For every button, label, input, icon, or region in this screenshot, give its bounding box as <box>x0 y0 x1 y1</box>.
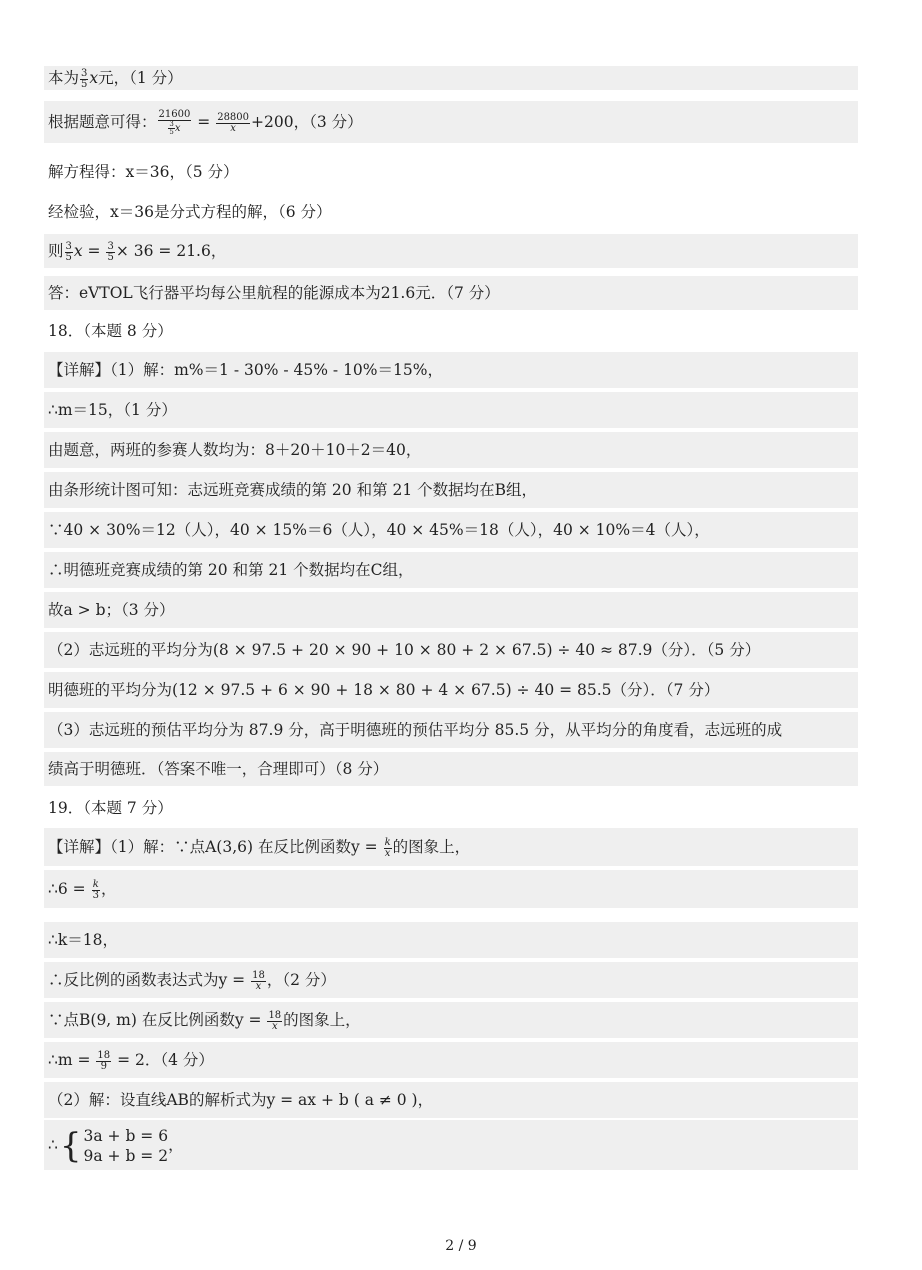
fraction <box>80 69 88 90</box>
text-line <box>44 200 858 224</box>
numerator: 18 <box>252 969 265 981</box>
text: ∴k＝18， <box>48 931 118 949</box>
text: ∵40 × 30%＝12（人），40 × 15%＝6（人），40 × 45%＝18（人），40 × 10%＝4（人）， <box>48 521 710 539</box>
equals-sign: = <box>197 113 211 131</box>
text-line <box>44 672 858 708</box>
text-line <box>44 472 858 508</box>
denominator: 3 <box>92 889 99 901</box>
text: （2）志远班的平均分为(8 × 97.5 + 20 × 90 + 10 × 80 + 2 × 67.5) ÷ 40 ≈ 87.9（分）．（5 分） <box>48 641 761 659</box>
text: 由题意，两班的参赛人数均为：8＋20＋10＋2＝40， <box>48 441 422 459</box>
numerator: 28800 <box>217 111 250 123</box>
text-line <box>44 1082 858 1118</box>
text: 绩高于明德班．（答案不唯一，合理即可）（8 分） <box>48 760 389 778</box>
page-number: 2 / 9 <box>445 1238 477 1254</box>
brace: { <box>59 1126 82 1166</box>
denominator: x <box>255 980 262 992</box>
numerator: 3 <box>65 240 72 252</box>
text-line <box>44 392 858 428</box>
text: 的图象上， <box>392 838 471 856</box>
text: 明德班的平均分为(12 × 97.5 + 6 × 90 + 18 × 80 + 4 × 67.5) ÷ 40 = 85.5（分）．（7 分） <box>48 681 720 699</box>
text-line <box>44 66 858 90</box>
numerator: 21600 <box>158 109 191 120</box>
equation-system <box>84 1126 169 1166</box>
text-line <box>44 276 858 310</box>
text: 根据题意可得： <box>48 113 157 131</box>
equation: 9a + b = 2 <box>83 1147 169 1165</box>
text: +200，（3 分） <box>251 113 363 131</box>
fraction <box>65 242 73 263</box>
equation-system-line <box>44 1120 858 1170</box>
denominator: 5 <box>107 251 114 263</box>
text-line <box>44 432 858 468</box>
numerator: 3 <box>169 120 174 128</box>
fraction <box>158 110 192 136</box>
text: ∴ <box>48 1136 58 1154</box>
text: 故a > b；（3 分） <box>48 601 175 619</box>
fraction <box>267 1011 282 1032</box>
variable: x <box>89 69 99 87</box>
numerator: 3 <box>81 67 88 79</box>
fraction <box>92 880 100 901</box>
text-line <box>44 752 858 786</box>
text-line <box>44 552 858 588</box>
denominator: 5 <box>81 78 88 90</box>
text-line <box>44 870 858 908</box>
text-line <box>44 632 858 668</box>
text-line <box>44 828 858 866</box>
numerator: 18 <box>268 1009 282 1021</box>
denominator: x <box>384 847 391 859</box>
text-line <box>44 962 858 998</box>
text: ∴6 = <box>48 880 86 898</box>
text: （3）志远班的预估平均分为 87.9 分，高于明德班的预估平均分 85.5 分，从平均分的角度看，志远班的成 <box>48 721 783 739</box>
text: 经检验，x＝36是分式方程的解，（6 分） <box>48 203 332 221</box>
text: 由条形统计图可知：志远班竞赛成绩的第 20 和第 21 个数据均在B组， <box>48 481 538 499</box>
text-line <box>44 712 858 748</box>
text-line <box>44 1042 858 1078</box>
text: 18．（本题 8 分） <box>48 322 173 340</box>
text: ，（2 分） <box>266 971 336 989</box>
question-heading <box>44 796 858 820</box>
numerator: k <box>92 878 99 890</box>
text: 元，（1 分） <box>98 69 183 87</box>
denominator <box>158 121 192 136</box>
text: = 2．（4 分） <box>117 1051 214 1069</box>
text: 解方程得：x＝36，（5 分） <box>48 163 239 181</box>
text: ， <box>168 1136 184 1154</box>
text: 答：eVTOL飞行器平均每公里航程的能源成本为21.6元．（7 分） <box>48 284 500 302</box>
text-line <box>44 234 858 268</box>
text: ∴明德班竞赛成绩的第 20 和第 21 个数据均在C组， <box>48 561 414 579</box>
text-line <box>44 592 858 628</box>
text: 则 <box>48 242 64 260</box>
text: ， <box>100 880 117 898</box>
text-line <box>44 1002 858 1038</box>
fraction <box>384 838 392 859</box>
numerator: 3 <box>107 240 114 252</box>
variable: x <box>174 123 181 134</box>
text-line <box>44 512 858 548</box>
numerator: 18 <box>97 1049 111 1061</box>
text-line <box>44 352 858 388</box>
text-line <box>44 101 858 143</box>
fraction <box>96 1051 111 1072</box>
text: 【详解】（1）解：m%＝1 - 30% - 45% - 10%＝15%， <box>48 361 443 379</box>
fraction <box>251 971 266 992</box>
denominator: x <box>271 1020 278 1032</box>
text-line <box>44 922 858 958</box>
equation: 3a + b = 6 <box>83 1127 169 1145</box>
expression: x = <box>73 242 101 260</box>
fraction <box>106 242 114 263</box>
text: 本为 <box>48 69 80 87</box>
numerator: k <box>384 836 391 848</box>
text: 19．（本题 7 分） <box>48 799 173 817</box>
text: ∴m = <box>48 1051 91 1069</box>
text: × 36 = 21.6， <box>115 242 227 260</box>
denominator: 5 <box>65 251 72 263</box>
fraction <box>216 113 250 134</box>
text-line <box>44 160 858 184</box>
text: 【详解】（1）解：∵点A(3,6) 在反比例函数y = <box>48 838 378 856</box>
denominator: 9 <box>100 1060 107 1072</box>
text: （2）解：设直线AB的解析式为y = ax + b ( a ≠ 0 )， <box>48 1091 434 1109</box>
text: 的图象上， <box>283 1011 361 1029</box>
text: ∴m＝15，（1 分） <box>48 401 177 419</box>
denominator: x <box>230 122 236 134</box>
denominator: 5 <box>169 128 174 136</box>
text: ∵点B(9, m) 在反比例函数y = <box>48 1011 262 1029</box>
text: ∴反比例的函数表达式为y = <box>48 971 246 989</box>
question-heading <box>44 319 858 343</box>
